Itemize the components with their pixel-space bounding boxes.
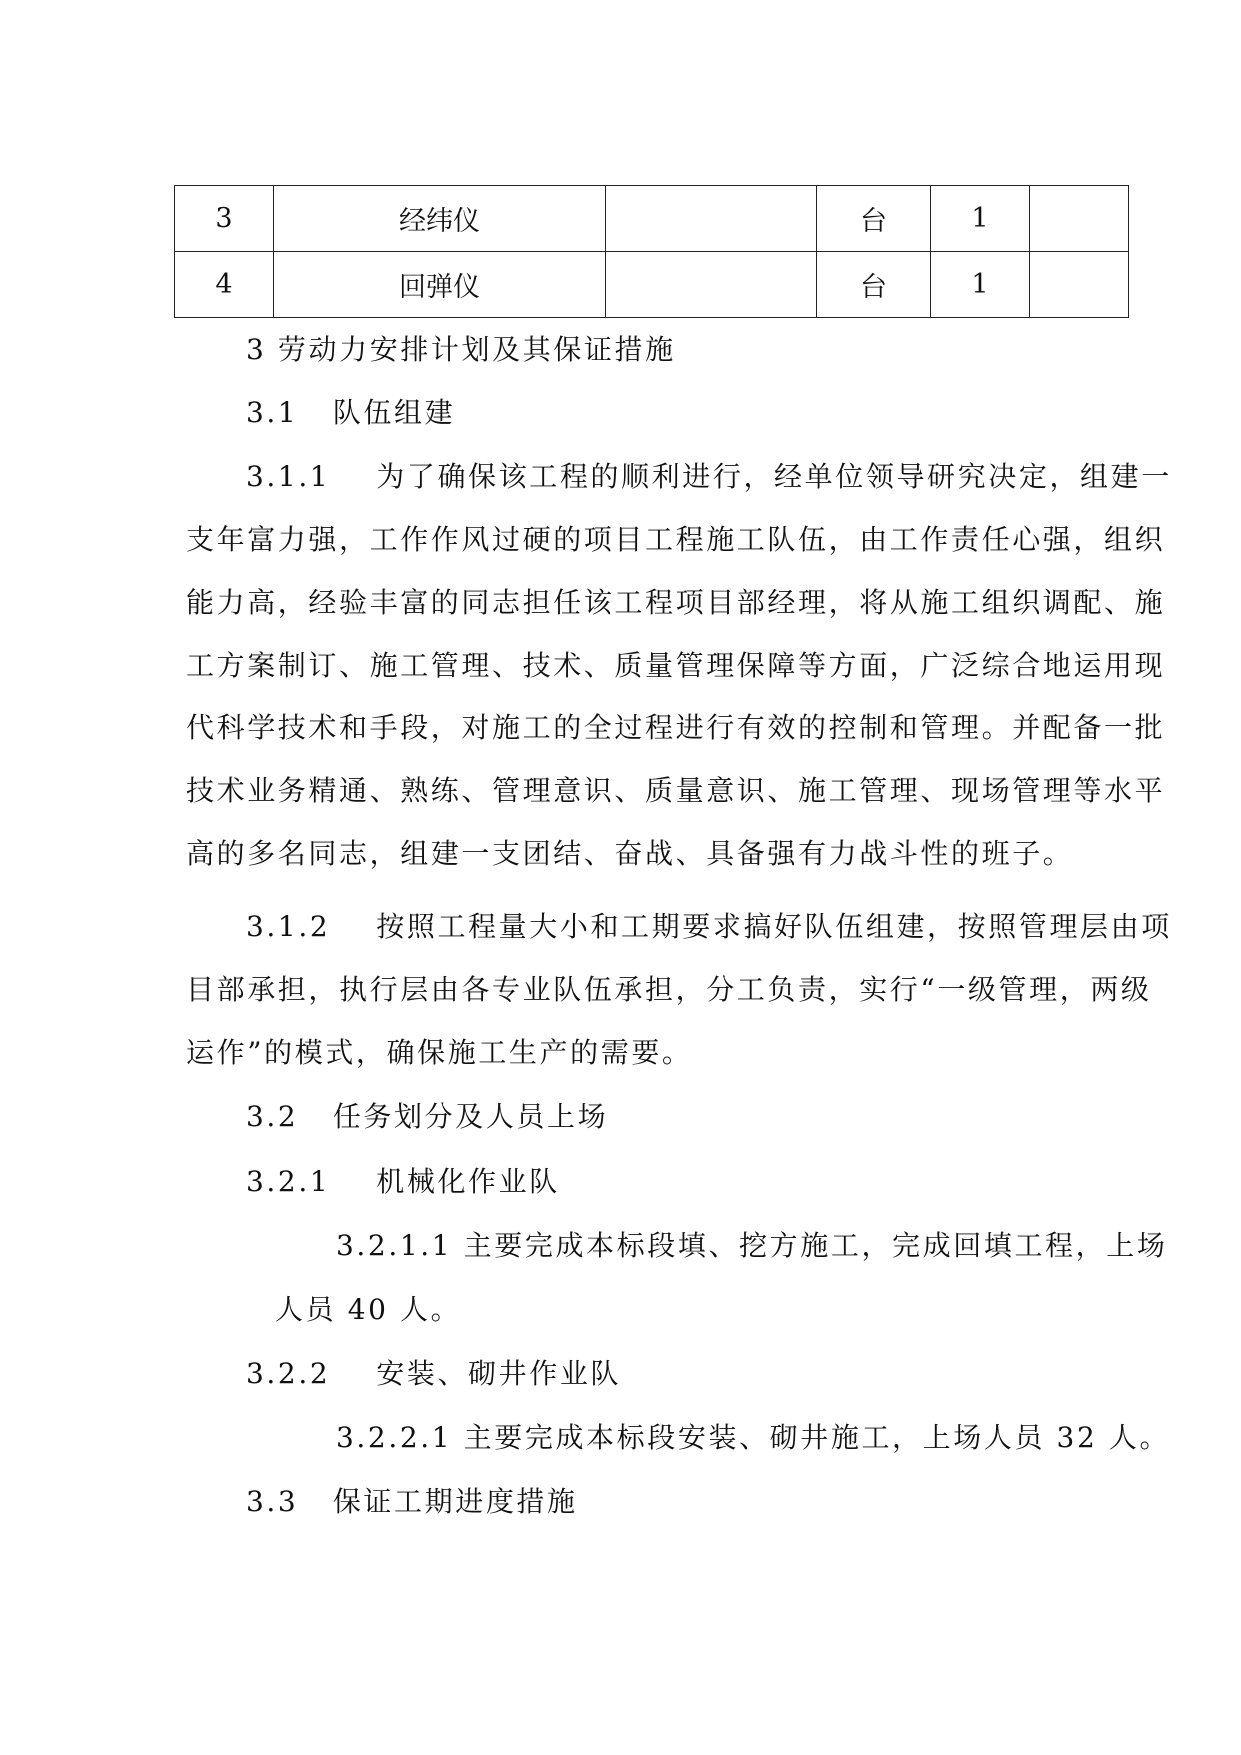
cell-name: 回弹仪 (274, 252, 606, 318)
heading-3-3: 3.3 保证工期进度措施 (246, 1485, 578, 1518)
cell-note (1030, 252, 1129, 318)
heading-3-2-1: 3.2.1 机械化作业队 (246, 1165, 560, 1198)
cell-no: 3 (175, 186, 274, 252)
cell-qty: 1 (931, 252, 1030, 318)
paragraph-line: 工方案制订、施工管理、技术、质量管理保障等方面，广泛综合地运用现 (186, 649, 1166, 682)
paragraph-line: 支年富力强，工作作风过硬的项目工程施工队伍，由工作责任心强，组织 (186, 523, 1166, 556)
cell-no: 4 (175, 252, 274, 318)
paragraph-line: 能力高，经验丰富的同志担任该工程项目部经理，将从施工组织调配、施 (186, 586, 1166, 619)
paragraph-line: 技术业务精通、熟练、管理意识、质量意识、施工管理、现场管理等水平 (186, 774, 1166, 807)
cell-qty: 1 (931, 186, 1030, 252)
heading-3-2: 3.2 任务划分及人员上场 (246, 1100, 609, 1133)
cell-note (1030, 186, 1129, 252)
cell-unit: 台 (817, 186, 931, 252)
paragraph-line: 人员 40 人。 (275, 1293, 462, 1326)
table-row (175, 186, 1129, 252)
paragraph-line: 3.2.1.1 主要完成本标段填、挖方施工，完成回填工程，上场 (336, 1229, 1168, 1262)
heading-3-1: 3.1 队伍组建 (246, 396, 456, 429)
paragraph-line: 代科学技术和手段，对施工的全过程进行有效的控制和管理。并配备一批 (186, 711, 1166, 744)
paragraph-line: 运作”的模式，确保施工生产的需要。 (186, 1036, 693, 1069)
equipment-table (174, 185, 1129, 318)
cell-name: 经纬仪 (274, 186, 606, 252)
heading-3-2-2: 3.2.2 安装、砌井作业队 (246, 1357, 622, 1390)
paragraph-line: 目部承担，执行层由各专业队伍承担，分工负责，实行“一级管理，两级 (186, 973, 1152, 1006)
cell-unit: 台 (817, 252, 931, 318)
paragraph-line: 3.1.2 按照工程量大小和工期要求搞好队伍组建，按照管理层由项 (246, 910, 1172, 943)
paragraph-line: 高的多名同志，组建一支团结、奋战、具备强有力战斗性的班子。 (186, 837, 1074, 870)
table-row (175, 252, 1129, 318)
paragraph-line: 3.2.2.1 主要完成本标段安装、砌井施工，上场人员 32 人。 (336, 1421, 1171, 1454)
cell-model (606, 252, 817, 318)
cell-model (606, 186, 817, 252)
heading-3: 3 劳动力安排计划及其保证措施 (246, 333, 676, 366)
paragraph-line: 3.1.1 为了确保该工程的顺利进行，经单位领导研究决定，组建一 (246, 460, 1172, 493)
